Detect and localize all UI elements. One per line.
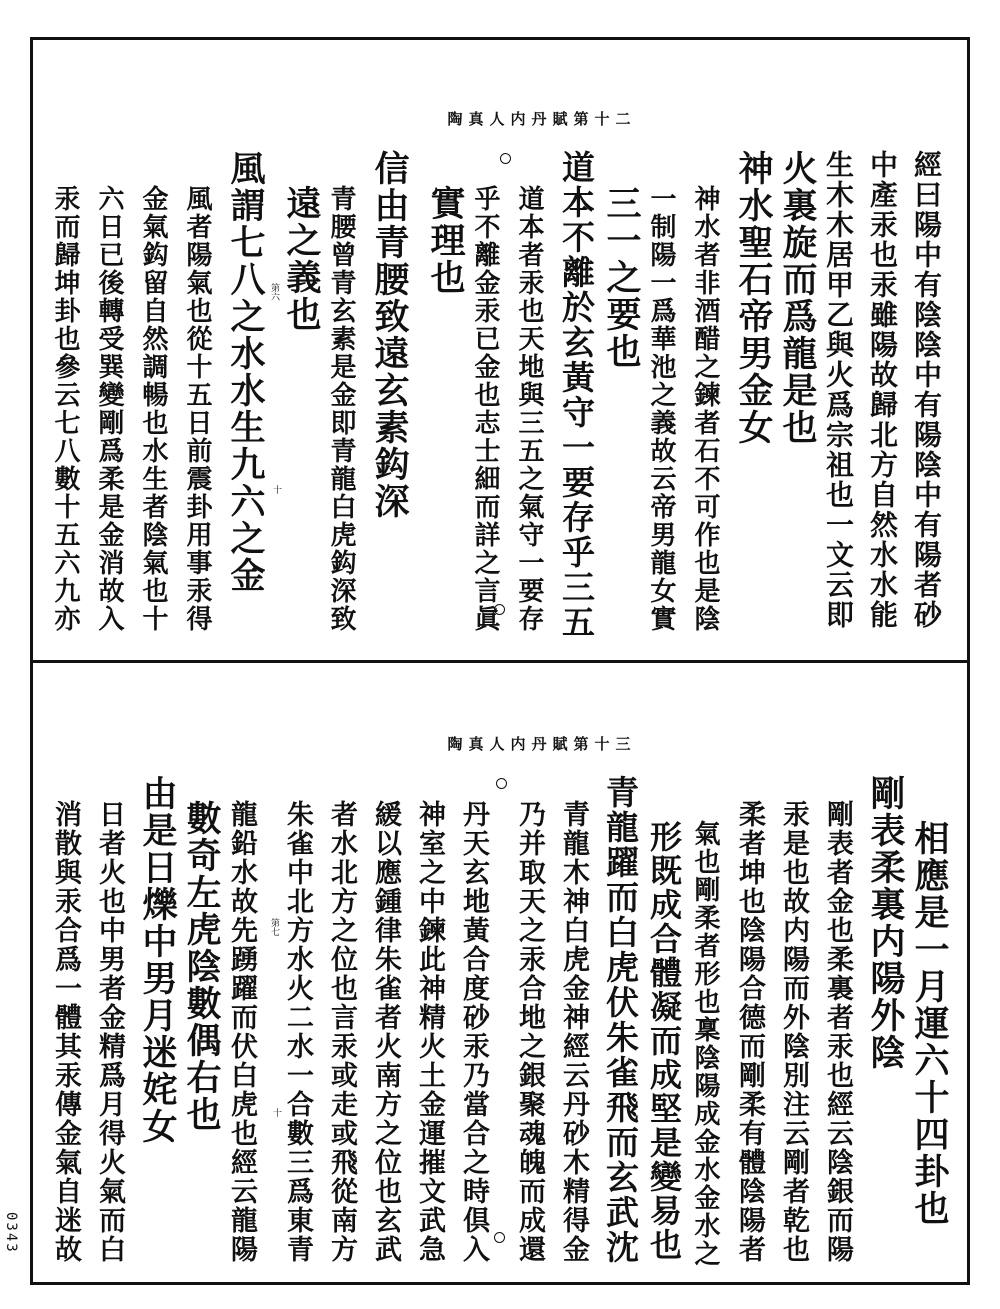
bottom-header-label: 陶真人内丹賦第十三 — [447, 735, 637, 753]
text-column: 剛表柔裏内陽外陰 — [865, 775, 906, 1071]
margin-note: 第七 — [269, 918, 279, 936]
text-column: 青龍躍而白虎伏朱雀飛而玄武沈 — [601, 775, 640, 1265]
text-column: 神室之中鍊此神精火土金運摧文武急 — [414, 800, 445, 1264]
text-column: 乎不離金汞已金也志士細而詳之言眞 — [470, 185, 500, 633]
text-column: 神水者非酒醋之鍊者石不可作也是陰 — [690, 185, 720, 633]
circle-mark-icon — [494, 1232, 505, 1243]
text-column: 龍鉛水故先踴躍而伏白虎也經云龍陽 — [226, 800, 257, 1264]
margin-note: 第六 — [269, 283, 279, 301]
text-column: 道本不離於玄黃守一要存乎三五 — [557, 150, 596, 640]
text-column: 朱雀中北方水火二水一合數三爲東青 — [282, 800, 313, 1264]
text-column: 數奇左虎陰數偶右也 — [181, 800, 222, 1133]
page-number: 0343 — [3, 1212, 19, 1254]
circle-mark-icon — [494, 604, 505, 615]
text-column: 氣也剛柔者形也稟陰陽成金水金水之 — [690, 820, 720, 1268]
text-column: 青龍木神白虎金神經云丹砂木精得金 — [558, 800, 589, 1264]
text-column: 信由青腰致遠玄素鈎深 — [369, 150, 410, 520]
text-column: 乃并取天之汞合地之銀聚魂魄而成還 — [514, 800, 545, 1264]
text-column: 柔者坤也陰陽合德而剛柔有體陰陽者 — [734, 800, 765, 1264]
text-column: 經曰陽中有陰陰中有陽陰中有陽者砂 — [910, 150, 943, 630]
text-column: 金氣鈎留自然調暢也水生者陰氣也十 — [138, 185, 168, 633]
text-column: 緩以應鍾律朱雀者火南方之位也玄武 — [370, 800, 401, 1264]
margin-note: 十 — [271, 485, 281, 494]
text-column: 形既成合體凝而成堅是變易也 — [645, 820, 683, 1262]
text-column: 汞是也故内陽而外陰別注云剛者乾也 — [778, 800, 809, 1264]
text-column: 青腰曾青玄素是金即青龍白虎鈎深致 — [326, 185, 356, 633]
top-header — [0, 108, 1000, 128]
text-column: 相應是一月運六十四卦也 — [909, 820, 950, 1227]
circle-mark-icon — [496, 778, 507, 789]
text-column: 丹天玄地黃合度砂汞乃當合之時倶入 — [458, 800, 489, 1264]
text-column: 六日已後轉受巽變剛爲柔是金消故入 — [94, 185, 124, 633]
text-column: 汞而歸坤卦也參云七八數十五六九亦 — [50, 185, 80, 633]
text-column: 三一之要也 — [601, 185, 642, 370]
text-column: 中產汞也汞雖陽故歸北方自然水水能 — [866, 150, 899, 630]
text-column: 風者陽氣也從十五日前震卦用事汞得 — [182, 185, 212, 633]
text-column: 消散與汞合爲一體其汞傳金氣自迷故 — [50, 800, 81, 1264]
text-column: 風謂七八之水水生九六之金 — [225, 150, 266, 594]
margin-note: 十 — [271, 1108, 281, 1117]
bottom-header — [0, 733, 1000, 753]
circle-mark-icon — [500, 153, 511, 164]
text-column: 由是日爍中男月迷姹女 — [137, 775, 178, 1145]
text-column: 剛表者金也柔裏者汞也經云陰銀而陽 — [822, 800, 853, 1264]
text-column: 火裏旋而爲龍是也 — [777, 150, 818, 446]
text-column: 實理也 — [425, 185, 466, 296]
text-column: 神水聖石帝男金女 — [733, 150, 774, 446]
text-column: 者水北方之位也言汞或走或飛從南方 — [326, 800, 357, 1264]
text-column: 日者火也中男者金精爲月得火氣而白 — [94, 800, 125, 1264]
text-column: 遠之義也 — [281, 185, 322, 333]
page-divider — [30, 660, 970, 663]
text-column: 一制陽一爲華池之義故云帝男龍女實 — [646, 185, 676, 633]
text-column: 生木木居甲乙與火爲宗祖也一文云即 — [822, 150, 855, 630]
top-header-label: 陶真人内丹賦第十二 — [447, 110, 637, 128]
text-column: 道本者汞也天地與三五之氣守一要存 — [514, 185, 544, 633]
